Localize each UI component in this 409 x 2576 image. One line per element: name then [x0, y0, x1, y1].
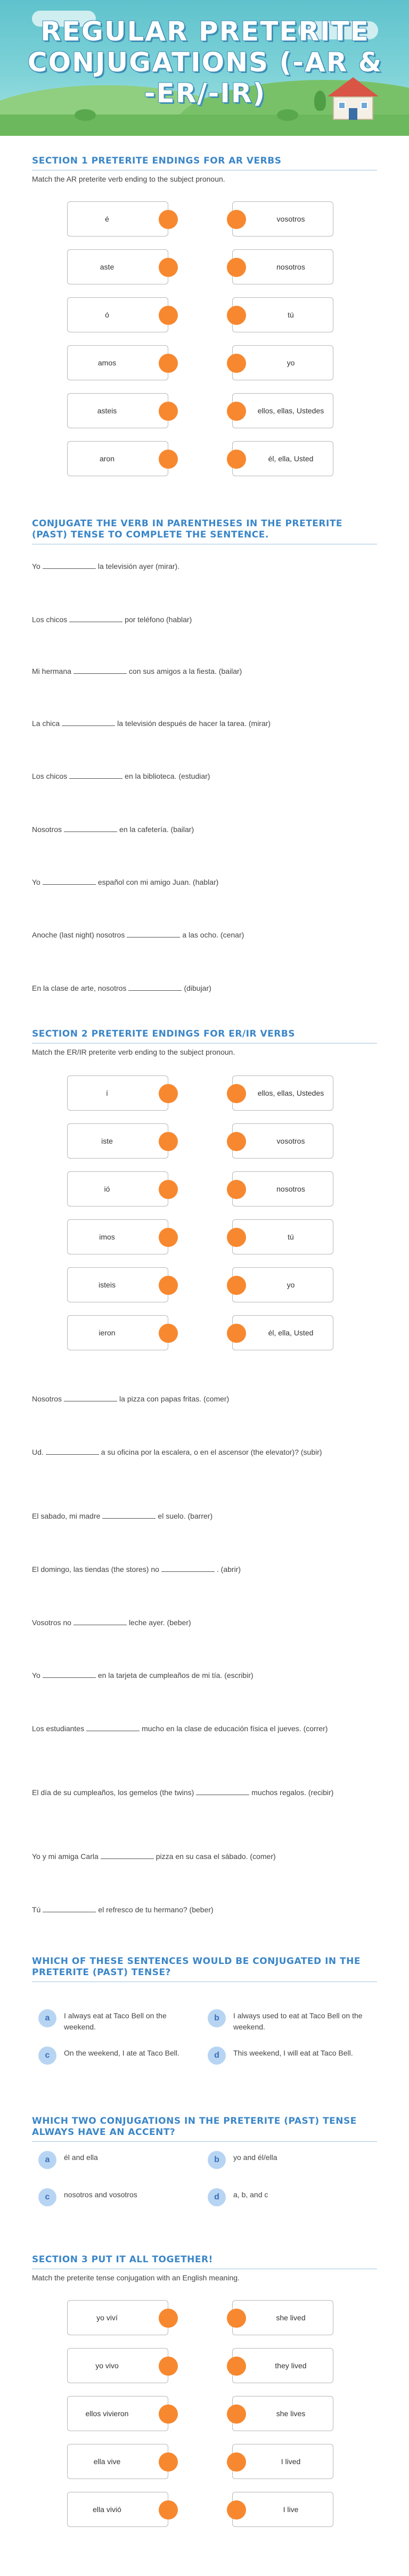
section-title: SECTION 3 PUT IT ALL TOGETHER!: [32, 2254, 377, 2269]
fill-in-sentence: [32, 561, 377, 572]
match-connector-dot[interactable]: [227, 2309, 246, 2328]
match-connector-dot[interactable]: [227, 1324, 246, 1343]
match-row: [32, 2492, 377, 2527]
match-connector-dot[interactable]: [159, 306, 178, 325]
match-connector-dot[interactable]: [227, 1180, 246, 1199]
match-connector-dot[interactable]: [159, 1324, 178, 1343]
sentence-end: . (abrir): [216, 1565, 241, 1574]
answer-blank[interactable]: [46, 1447, 99, 1455]
fill-in-sentence: [32, 666, 377, 677]
section-erir-endings: [32, 1029, 377, 1056]
sentence-start: Yo: [32, 878, 40, 886]
sentence-end: muchos regalos. (recibir): [251, 1788, 334, 1797]
answer-option[interactable]: [38, 2047, 198, 2065]
sentence-start: Anoche (last night) nosotros: [32, 931, 125, 939]
answer-blank[interactable]: [127, 930, 180, 938]
match-connector-dot[interactable]: [227, 450, 246, 469]
match-connector-dot[interactable]: [227, 258, 246, 277]
match-left-item[interactable]: é: [67, 201, 168, 237]
sentence-start: Vosotros no: [32, 1618, 71, 1627]
match-right-item[interactable]: vosotros: [232, 201, 333, 237]
section-conjugate-ar: [32, 518, 377, 544]
match-row: [32, 2444, 377, 2479]
match-right-item[interactable]: yo: [232, 345, 333, 380]
option-badge[interactable]: c: [38, 2188, 56, 2206]
fill-in-sentence: [32, 983, 377, 994]
sentence-end: con sus amigos a la fiesta. (bailar): [128, 667, 242, 675]
section-title: SECTION 2 PRETERITE ENDINGS FOR ER/IR VERBS: [32, 1029, 377, 1044]
match-row: [32, 1171, 377, 1207]
answer-blank[interactable]: [161, 1564, 215, 1572]
sentence-start: Yo y mi amiga Carla: [32, 1852, 99, 1861]
section-instruction: Match the AR preterite verb ending to the subject pronoun.: [32, 175, 225, 183]
answer-option[interactable]: [208, 2009, 367, 2033]
match-left-item[interactable]: imos: [67, 1219, 168, 1254]
match-right-item[interactable]: I live: [232, 2492, 333, 2527]
match-right-item[interactable]: she lives: [232, 2396, 333, 2431]
sentence-start: El día de su cumpleaños, los gemelos (the twins): [32, 1788, 194, 1797]
answer-option[interactable]: [38, 2009, 198, 2033]
match-left-item[interactable]: ieron: [67, 1315, 168, 1350]
match-connector-dot[interactable]: [159, 2500, 178, 2520]
match-left-item[interactable]: ió: [67, 1171, 168, 1207]
match-row: [32, 441, 377, 476]
match-connector-dot[interactable]: [159, 1180, 178, 1199]
sentence-start: Nosotros: [32, 1395, 62, 1403]
sentence-end: leche ayer. (beber): [128, 1618, 191, 1627]
sentence-end: la pizza con papas fritas. (comer): [119, 1395, 230, 1403]
answer-blank[interactable]: [69, 771, 122, 779]
sentence-end: en la biblioteca. (estudiar): [125, 772, 210, 780]
match-left-item[interactable]: yo viví: [67, 2300, 168, 2335]
sentence-start: Los chicos: [32, 772, 68, 780]
answer-blank[interactable]: [101, 1852, 154, 1859]
fill-in-sentence: [32, 1447, 377, 1458]
match-connector-dot[interactable]: [159, 354, 178, 373]
match-right-item[interactable]: ellos, ellas, Ustedes: [232, 1075, 333, 1111]
fill-in-sentence: [32, 824, 377, 835]
section-put-together: [32, 2254, 377, 2282]
option-text: nosotros and vosotros: [64, 2190, 137, 2199]
match-left-item[interactable]: asteis: [67, 393, 168, 428]
fill-in-sentence: [32, 614, 377, 625]
match-connector-dot[interactable]: [227, 402, 246, 421]
match-row: [32, 1123, 377, 1159]
answer-option[interactable]: [208, 2188, 367, 2206]
fill-in-sentence: [32, 1670, 377, 1681]
option-text: On the weekend, I ate at Taco Bell.: [64, 2049, 179, 2057]
fill-in-sentence: [32, 771, 377, 782]
sentence-end: por teléfono (hablar): [125, 615, 192, 624]
match-right-item[interactable]: nosotros: [232, 249, 333, 284]
answer-option[interactable]: [208, 2151, 367, 2169]
answer-blank[interactable]: [43, 1670, 96, 1678]
fill-in-sentence: [32, 1904, 377, 1915]
match-right-item[interactable]: nosotros: [232, 1171, 333, 1207]
match-right-item[interactable]: tú: [232, 1219, 333, 1254]
match-row: [32, 2348, 377, 2383]
match-left-item[interactable]: yo vivo: [67, 2348, 168, 2383]
match-row: [32, 201, 377, 237]
fill-in-sentence: [32, 1564, 377, 1575]
match-connector-dot[interactable]: [159, 450, 178, 469]
match-row: [32, 1267, 377, 1302]
match-connector-dot[interactable]: [159, 1084, 178, 1103]
match-left-item[interactable]: ó: [67, 297, 168, 332]
answer-blank[interactable]: [69, 615, 122, 622]
match-connector-dot[interactable]: [227, 354, 246, 373]
option-text: yo and él/ella: [233, 2153, 277, 2162]
sentence-start: Yo: [32, 1671, 40, 1680]
match-left-item[interactable]: ella vive: [67, 2444, 168, 2479]
sentence-end: pizza en su casa el sábado. (comer): [156, 1852, 276, 1861]
match-connector-dot[interactable]: [159, 1132, 178, 1151]
option-badge[interactable]: d: [208, 2047, 226, 2065]
sentence-end: en la cafetería. (bailar): [119, 825, 194, 834]
answer-blank[interactable]: [73, 666, 127, 674]
sentence-start: Los chicos: [32, 615, 68, 624]
sentence-start: La chica: [32, 719, 60, 728]
question-preterite-sentence: [32, 1956, 377, 1982]
match-connector-dot[interactable]: [227, 2357, 246, 2376]
match-left-item[interactable]: iste: [67, 1123, 168, 1159]
sentence-end: a su oficina por la escalera, o en el ascensor (the elevator)? (subir): [101, 1448, 322, 1456]
sentence-end: a las ocho. (cenar): [182, 931, 244, 939]
fill-in-sentence: [32, 1723, 377, 1734]
answer-option[interactable]: [208, 2047, 367, 2065]
answer-blank[interactable]: [102, 1511, 156, 1519]
option-badge[interactable]: d: [208, 2188, 226, 2206]
match-right-item[interactable]: él, ella, Usted: [232, 1315, 333, 1350]
match-connector-dot[interactable]: [159, 2404, 178, 2424]
option-badge[interactable]: c: [38, 2047, 56, 2065]
bush-icon: [277, 109, 298, 121]
match-connector-dot[interactable]: [227, 2452, 246, 2472]
fill-in-sentence: [32, 1617, 377, 1628]
match-right-item[interactable]: I lived: [232, 2444, 333, 2479]
sentence-end: (dibujar): [184, 984, 211, 992]
sentence-end: mucho en la clase de educación física el jueves. (correr): [142, 1724, 328, 1733]
match-row: [32, 1075, 377, 1111]
match-connector-dot[interactable]: [159, 2357, 178, 2376]
sentence-start: Nosotros: [32, 825, 62, 834]
match-left-item[interactable]: í: [67, 1075, 168, 1111]
sentence-end: la televisión después de hacer la tarea. (mirar): [117, 719, 271, 728]
match-connector-dot[interactable]: [159, 2309, 178, 2328]
answer-blank[interactable]: [43, 1905, 96, 1912]
match-connector-dot[interactable]: [159, 402, 178, 421]
fill-in-sentence: [32, 877, 377, 888]
match-right-item[interactable]: she lived: [232, 2300, 333, 2335]
match-left-item[interactable]: isteis: [67, 1267, 168, 1302]
match-connector-dot[interactable]: [227, 1276, 246, 1295]
option-badge[interactable]: a: [38, 2009, 56, 2027]
match-right-item[interactable]: ellos, ellas, Ustedes: [232, 393, 333, 428]
section-instruction: Match the preterite tense conjugation with an English meaning.: [32, 2273, 240, 2282]
sentence-start: Tú: [32, 1905, 41, 1914]
match-row: [32, 345, 377, 380]
answer-blank[interactable]: [86, 1724, 140, 1731]
sentence-start: Mi hermana: [32, 667, 71, 675]
header-banner: [0, 0, 409, 136]
match-row: [32, 1219, 377, 1254]
match-row: [32, 1315, 377, 1350]
answer-blank[interactable]: [128, 983, 182, 991]
match-right-item[interactable]: vosotros: [232, 1123, 333, 1159]
answer-blank[interactable]: [73, 1618, 127, 1625]
match-connector-dot[interactable]: [159, 210, 178, 229]
answer-blank[interactable]: [64, 1394, 117, 1401]
sentence-start: Yo: [32, 562, 40, 570]
question-title: WHICH OF THESE SENTENCES WOULD BE CONJUGATED IN THE PRETERITE (PAST) TENSE?: [32, 1956, 377, 1982]
sentence-start: El sabado, mi madre: [32, 1512, 101, 1520]
match-connector-dot[interactable]: [159, 1228, 178, 1247]
match-connector-dot[interactable]: [159, 2452, 178, 2472]
match-right-item[interactable]: él, ella, Usted: [232, 441, 333, 476]
sentence-start: El domingo, las tiendas (the stores) no: [32, 1565, 159, 1574]
option-text: I always used to eat at Taco Bell on the weekend.: [233, 2011, 363, 2031]
question-title: WHICH TWO CONJUGATIONS IN THE PRETERITE (PAST) TENSE ALWAYS HAVE AN ACCENT?: [32, 2116, 377, 2142]
option-text: I always eat at Taco Bell on the weekend.: [64, 2011, 167, 2031]
section-ar-endings: [32, 156, 377, 183]
match-right-item[interactable]: they lived: [232, 2348, 333, 2383]
answer-blank[interactable]: [64, 825, 117, 832]
match-connector-dot[interactable]: [227, 1228, 246, 1247]
option-text: a, b, and c: [233, 2190, 268, 2199]
fill-in-sentence: [32, 1393, 377, 1405]
answer-option[interactable]: [38, 2151, 198, 2169]
match-row: [32, 2300, 377, 2335]
sentence-start: En la clase de arte, nosotros: [32, 984, 127, 992]
match-row: [32, 393, 377, 428]
answer-option[interactable]: [38, 2188, 198, 2206]
option-badge[interactable]: a: [38, 2151, 56, 2169]
match-row: [32, 249, 377, 284]
option-badge[interactable]: b: [208, 2009, 226, 2027]
match-connector-dot[interactable]: [227, 306, 246, 325]
match-left-item[interactable]: aste: [67, 249, 168, 284]
option-badge[interactable]: b: [208, 2151, 226, 2169]
option-text: él and ella: [64, 2153, 98, 2162]
match-left-item[interactable]: ella vivió: [67, 2492, 168, 2527]
match-connector-dot[interactable]: [227, 2500, 246, 2520]
match-connector-dot[interactable]: [159, 1276, 178, 1295]
sentence-end: la televisión ayer (mirar).: [97, 562, 180, 570]
match-left-item[interactable]: ellos vivieron: [67, 2396, 168, 2431]
match-row: [32, 297, 377, 332]
fill-in-sentence: [32, 1787, 377, 1798]
fill-in-sentence: [32, 1511, 377, 1522]
section-title: SECTION 1 PRETERITE ENDINGS FOR AR VERBS: [32, 156, 377, 170]
match-row: [32, 2396, 377, 2431]
fill-in-sentence: [32, 718, 377, 729]
match-connector-dot[interactable]: [227, 1084, 246, 1103]
match-connector-dot[interactable]: [227, 210, 246, 229]
section-instruction: Match the ER/IR preterite verb ending to the subject pronoun.: [32, 1048, 235, 1056]
sentence-end: el suelo. (barrer): [158, 1512, 213, 1520]
bush-icon: [75, 109, 96, 121]
content-card: [21, 141, 388, 2576]
match-left-item[interactable]: aron: [67, 441, 168, 476]
sentence-end: el refresco de tu hermano? (beber): [98, 1905, 214, 1914]
fill-in-sentence: [32, 1851, 377, 1862]
answer-blank[interactable]: [43, 561, 96, 569]
question-accent: [32, 2116, 377, 2142]
match-connector-dot[interactable]: [227, 2404, 246, 2424]
sentence-end: español con mi amigo Juan. (hablar): [97, 878, 219, 886]
page-title: REGULAR PRETERITE CONJUGATIONS (-AR & -ER/-IR): [27, 16, 383, 109]
section-title: CONJUGATE THE VERB IN PARENTHESES IN THE PRETERITE (PAST) TENSE TO COMPLETE THE SENTENCE.: [32, 518, 377, 544]
match-right-item[interactable]: yo: [232, 1267, 333, 1302]
sentence-start: Ud.: [32, 1448, 44, 1456]
sentence-start: Los estudiantes: [32, 1724, 85, 1733]
option-text: This weekend, I will eat at Taco Bell.: [233, 2049, 353, 2057]
match-right-item[interactable]: tú: [232, 297, 333, 332]
answer-blank[interactable]: [62, 719, 115, 726]
match-connector-dot[interactable]: [159, 258, 178, 277]
sentence-end: en la tarjeta de cumpleaños de mi tía. (escribir): [97, 1671, 253, 1680]
fill-in-sentence: [32, 930, 377, 941]
answer-blank[interactable]: [196, 1788, 249, 1795]
answer-blank[interactable]: [43, 877, 96, 885]
match-connector-dot[interactable]: [227, 1132, 246, 1151]
match-left-item[interactable]: amos: [67, 345, 168, 380]
